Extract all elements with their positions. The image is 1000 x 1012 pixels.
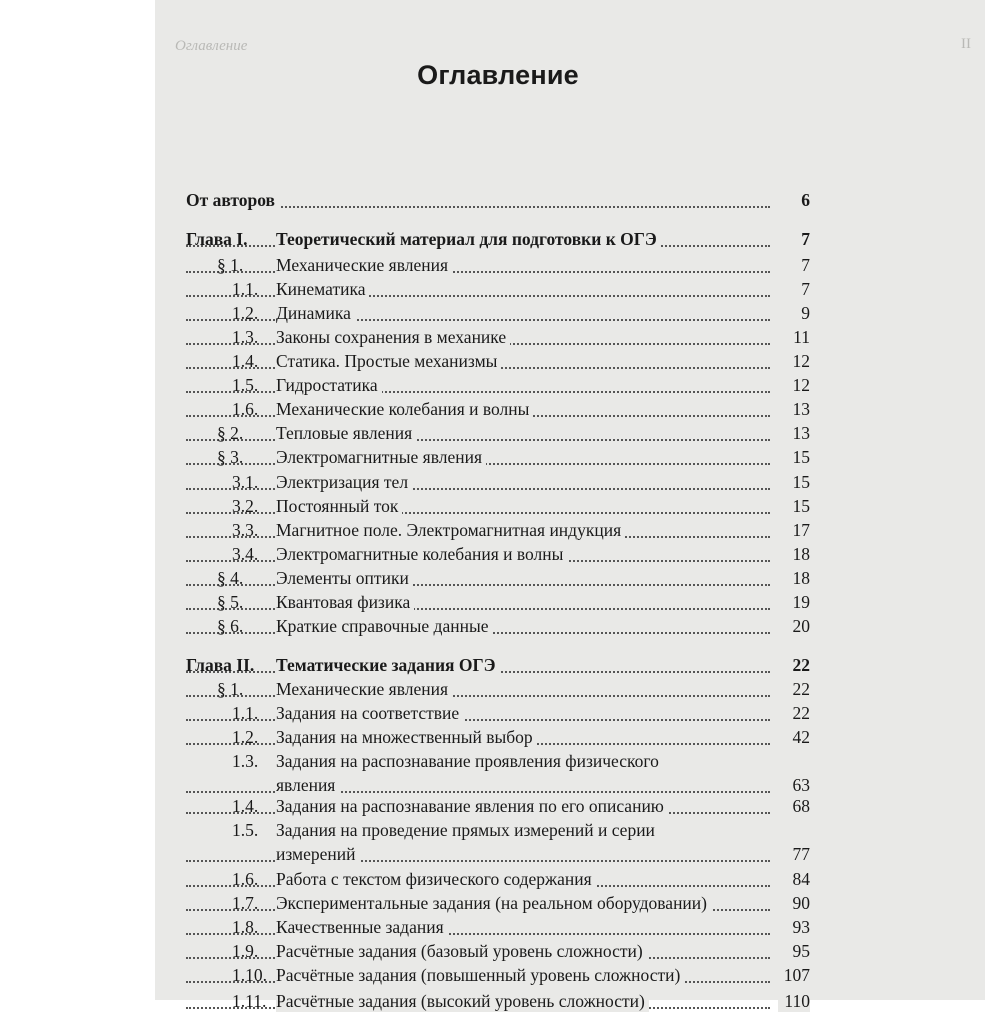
- toc-page-number: 107: [778, 964, 810, 986]
- toc-entry-row[interactable]: [186, 302, 810, 324]
- toc-page-number: 22: [787, 654, 811, 676]
- toc-entry-number: § 5.: [217, 592, 244, 612]
- toc-entry-number: 1.7.: [232, 893, 259, 913]
- toc-entry-label: Теоретический материал для подготовки к ОГЭ: [276, 228, 661, 250]
- toc-page-number: 90: [787, 892, 811, 914]
- toc-entry-row[interactable]: [186, 774, 810, 796]
- toc-entry-number: 1.1.: [232, 703, 259, 723]
- toc-entry-number: 1.11.: [232, 991, 267, 1011]
- toc-entry-label: Квантовая физика: [276, 591, 414, 613]
- toc-entry-number: 1.3.: [232, 751, 259, 771]
- toc-page-number: 95: [787, 940, 811, 962]
- toc-entry-row[interactable]: [186, 726, 810, 748]
- toc-entry-row[interactable]: [186, 678, 810, 700]
- toc-entry-number: § 6.: [217, 616, 244, 636]
- toc-entry-number: § 1.: [217, 255, 244, 275]
- toc-entry-label: Расчётные задания (высокий уровень сложности): [276, 990, 649, 1012]
- toc-page-number: 13: [787, 398, 811, 420]
- leader-dots: [186, 584, 770, 586]
- toc-entry-label: Задания на соответствие: [276, 702, 463, 724]
- toc-page-number: 77: [787, 843, 811, 865]
- toc-page-number: 7: [795, 278, 810, 300]
- toc-entry-label: Механические явления: [276, 678, 452, 700]
- toc-entry-label: Тематические задания ОГЭ: [276, 654, 500, 676]
- toc-entry-row[interactable]: [186, 702, 810, 724]
- toc-page-number: 17: [787, 519, 811, 541]
- leader-dots: [186, 512, 770, 514]
- toc-entry-label: Качественные задания: [276, 916, 448, 938]
- toc-page-number: 7: [795, 254, 810, 276]
- toc-entry-label: Гидростатика: [276, 374, 382, 396]
- toc-entry-label: Механические явления: [276, 254, 452, 276]
- toc-page-number: 84: [787, 868, 811, 890]
- leader-dots: [186, 271, 770, 273]
- toc-entry-row[interactable]: [186, 495, 810, 517]
- toc-entry-row[interactable]: [186, 398, 810, 420]
- toc-entry-number: Глава I.: [186, 229, 248, 249]
- toc-entry-row[interactable]: [186, 446, 810, 468]
- toc-page-number: 15: [787, 446, 811, 468]
- leader-dots: [186, 488, 770, 490]
- toc-entry-row[interactable]: [186, 278, 810, 300]
- toc-page-number: 68: [787, 795, 811, 817]
- toc-entry-label: Задания на множественный выбор: [276, 726, 537, 748]
- toc-entry-row[interactable]: [186, 795, 810, 817]
- toc-entry-number: § 2.: [217, 423, 244, 443]
- toc-entry-label: Задания на проведение прямых измерений и серии: [276, 819, 659, 841]
- toc-page-number: 7: [795, 228, 810, 250]
- toc-entry-number: 1.2.: [232, 727, 259, 747]
- toc-entry-row[interactable]: [186, 868, 810, 890]
- leader-dots: [186, 391, 770, 393]
- toc-page-number: 12: [787, 374, 811, 396]
- toc-entry-row[interactable]: [186, 843, 810, 865]
- toc-page-number: 19: [787, 591, 811, 613]
- toc-entry-label: Работа с текстом физического содержания: [276, 868, 596, 890]
- ghost-header-left: Оглавление: [175, 38, 248, 54]
- leader-dots: [186, 719, 770, 721]
- toc-entry-label: Электромагнитные колебания и волны: [276, 543, 567, 565]
- toc-entry-number: 1.6.: [232, 869, 259, 889]
- ghost-header-right: II: [961, 36, 971, 52]
- toc-page-number: 12: [787, 350, 811, 372]
- leader-dots: [186, 695, 770, 697]
- toc-entry-label: Элементы оптики: [276, 567, 413, 589]
- leader-dots: [186, 439, 770, 441]
- toc-entry-label: Электризация тел: [276, 471, 412, 493]
- toc-entry-label: Статика. Простые механизмы: [276, 350, 501, 372]
- toc-page-number: 11: [787, 326, 810, 348]
- toc-entry-label: Постоянный ток: [276, 495, 402, 517]
- toc-entry-number: 1.5.: [232, 375, 259, 395]
- toc-entry-number: § 3.: [217, 447, 244, 467]
- toc-page-number: 22: [787, 702, 811, 724]
- toc-entry-label: Магнитное поле. Электромагнитная индукция: [276, 519, 625, 541]
- toc-page-number: 22: [787, 678, 811, 700]
- toc-entry-number: 1.1.: [232, 279, 259, 299]
- toc-page-number: 93: [787, 916, 811, 938]
- toc-entry-number: 1.4.: [232, 351, 259, 371]
- toc-entry-label: Механические колебания и волны: [276, 398, 533, 420]
- toc-page-number: 63: [787, 774, 811, 796]
- toc-entry-number: § 4.: [217, 568, 244, 588]
- toc-page-number: 15: [787, 471, 811, 493]
- toc-entry-label: Тепловые явления: [276, 422, 416, 444]
- toc-entry-row[interactable]: [186, 471, 810, 493]
- toc-entry-number: 1.9.: [232, 941, 259, 961]
- leader-dots: [186, 319, 770, 321]
- toc-entry-label: измерений: [276, 843, 360, 865]
- toc-entry-row[interactable]: [186, 350, 810, 372]
- leader-dots: [186, 295, 770, 297]
- page-title: Оглавление: [417, 60, 579, 90]
- toc-entry-number: 1.10.: [232, 965, 267, 985]
- toc-entry-label: Расчётные задания (повышенный уровень сложности): [276, 964, 684, 986]
- toc-entry-label: Задания на распознавание проявления физического: [276, 750, 663, 772]
- toc-entry-label: Электромагнитные явления: [276, 446, 486, 468]
- toc-entry-number: 3.3.: [232, 520, 259, 540]
- toc-entry-number: 1.5.: [232, 820, 259, 840]
- toc-chapter-row[interactable]: [186, 228, 810, 250]
- toc-entry-row[interactable]: [186, 567, 810, 589]
- toc-entry-row[interactable]: [186, 326, 810, 348]
- toc-entry-row[interactable]: [186, 940, 810, 962]
- leader-dots: [186, 933, 770, 935]
- toc-page-number: 15: [787, 495, 811, 517]
- toc-entry-number: 1.6.: [232, 399, 259, 419]
- toc-entry-label: Расчётные задания (базовый уровень сложности): [276, 940, 647, 962]
- toc-entry-number: 1.8.: [232, 917, 259, 937]
- toc-page-number: 9: [795, 302, 810, 324]
- toc-entry-label: Законы сохранения в механике: [276, 326, 510, 348]
- toc-entry-number: 1.4.: [232, 796, 259, 816]
- leader-dots: [186, 791, 770, 793]
- toc-page-number: 18: [787, 543, 811, 565]
- toc-entry-row[interactable]: [186, 543, 810, 565]
- toc-entry-number: 3.4.: [232, 544, 259, 564]
- toc-page-number: 20: [787, 615, 811, 637]
- toc-entry-number: 1.3.: [232, 327, 259, 347]
- toc-entry-label: Динамика: [276, 302, 355, 324]
- toc-entry-number: 3.2.: [232, 496, 259, 516]
- toc-entry-label: Задания на распознавание явления по его описанию: [276, 795, 668, 817]
- toc-entry-row[interactable]: [186, 254, 810, 276]
- toc-entry-row[interactable]: [186, 964, 810, 986]
- toc-entry-number: Глава II.: [186, 655, 255, 675]
- toc-entry-row[interactable]: [186, 615, 810, 637]
- toc-entry-label: явления: [276, 774, 339, 796]
- toc-page-number: 110: [778, 990, 810, 1012]
- toc-entry-row[interactable]: [186, 519, 810, 541]
- toc-entry-label: Кинематика: [276, 278, 369, 300]
- toc-entry-row[interactable]: [186, 750, 810, 772]
- toc-entry-label: От авторов: [186, 189, 279, 211]
- toc-entry-number: 1.2.: [232, 303, 259, 323]
- leader-dots: [186, 608, 770, 610]
- toc-entry-label: Краткие справочные данные: [276, 615, 492, 637]
- toc-page-number: 42: [787, 726, 811, 748]
- toc-entry-number: 3.1.: [232, 472, 259, 492]
- leader-dots: [186, 860, 770, 862]
- toc-entry-row[interactable]: [186, 422, 810, 444]
- toc-page-number: 6: [795, 189, 810, 211]
- toc-entry-number: § 1.: [217, 679, 244, 699]
- toc-entry-row[interactable]: [186, 990, 810, 1012]
- toc-entry-row[interactable]: [186, 819, 810, 841]
- toc-entry-row[interactable]: [186, 591, 810, 613]
- toc-entry-label: Экспериментальные задания (на реальном оборудовании): [276, 892, 711, 914]
- toc-entry-row[interactable]: [186, 374, 810, 396]
- toc-entry-row[interactable]: [186, 892, 810, 914]
- toc-entry-row[interactable]: [186, 916, 810, 938]
- toc-chapter-row[interactable]: [186, 654, 810, 676]
- toc-page-number: 18: [787, 567, 811, 589]
- toc-page-number: 13: [787, 422, 811, 444]
- toc-chapter-row[interactable]: [186, 189, 810, 211]
